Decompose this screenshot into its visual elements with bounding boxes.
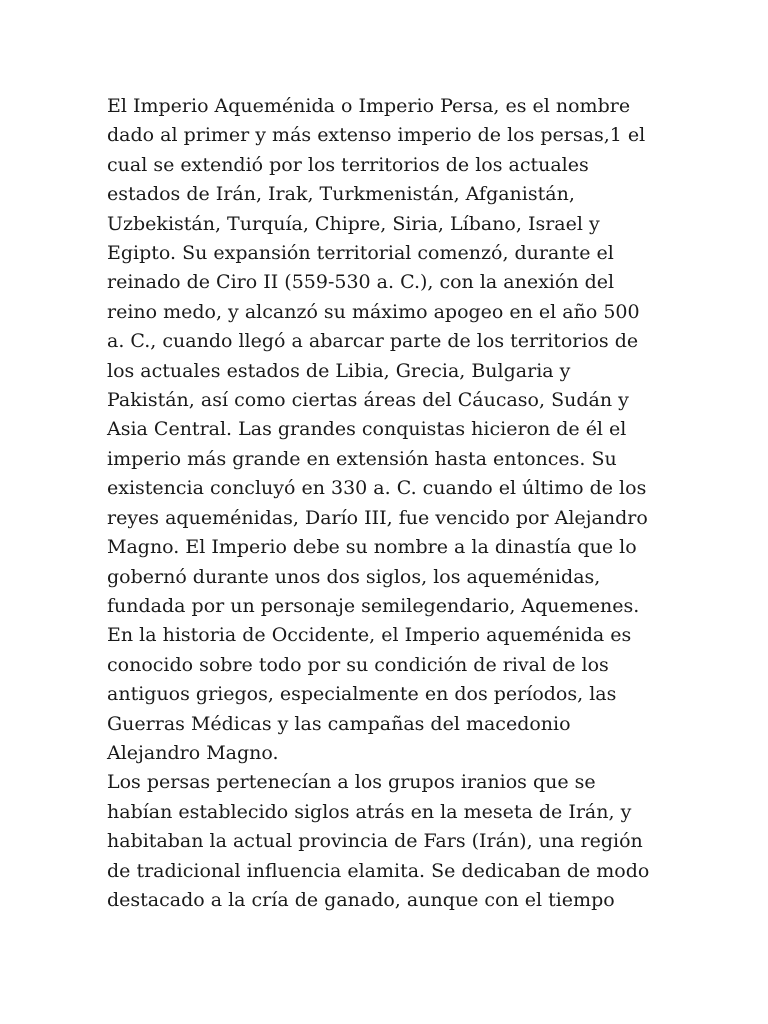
text-line: estados de Irán, Irak, Turkmenistán, Afganistán, — [107, 183, 575, 206]
text-line: cual se extendió por los territorios de los actuales — [107, 153, 589, 176]
text-line: Uzbekistán, Turquía, Chipre, Siria, Líbano, Israel y — [107, 212, 600, 235]
text-line: Alejandro Magno. — [107, 741, 279, 764]
text-line: conocido sobre todo por su condición de rival de los — [107, 653, 609, 676]
text-line: habitaban la actual provincia de Fars (Irán), una región — [107, 830, 643, 853]
text-line: Asia Central. Las grandes conquistas hicieron de él el — [107, 418, 627, 441]
text-line: reyes aqueménidas, Darío III, fue vencido por Alejandro — [107, 506, 648, 529]
text-line: fundada por un personaje semilegendario, Aquemenes. — [107, 594, 640, 617]
text-line: destacado a la cría de ganado, aunque con el tiempo — [107, 888, 615, 911]
text-line: antiguos griegos, especialmente en dos períodos, las — [107, 683, 617, 706]
text-line: Los persas pertenecían a los grupos iranios que se — [107, 771, 596, 794]
text-line: imperio más grande en extensión hasta entonces. Su — [107, 447, 617, 470]
text-line: a. C., cuando llegó a abarcar parte de los territorios de — [107, 330, 639, 353]
text-line: reino medo, y alcanzó su máximo apogeo en el año 500 — [107, 300, 640, 323]
document-body — [107, 92, 667, 915]
text-line: El Imperio Aqueménida o Imperio Persa, es el nombre — [107, 95, 631, 117]
text-line: reinado de Ciro II (559-530 a. C.), con la anexión del — [107, 271, 615, 294]
text-line: existencia concluyó en 330 a. C. cuando el último de los — [107, 477, 647, 500]
text-line: Egipto. Su expansión territorial comenzó, durante el — [107, 242, 614, 265]
text-line: habían establecido siglos atrás en la meseta de Irán, y — [107, 800, 632, 823]
text-line: los actuales estados de Libia, Grecia, Bulgaria y — [107, 359, 571, 382]
text-line: gobernó durante unos dos siglos, los aqueménidas, — [107, 565, 601, 588]
text-line: En la historia de Occidente, el Imperio aqueménida es — [107, 624, 632, 647]
text-line: Magno. El Imperio debe su nombre a la dinastía que lo — [107, 536, 637, 559]
text-line: Pakistán, así como ciertas áreas del Cáucaso, Sudán y — [107, 389, 629, 412]
text-line: de tradicional influencia elamita. Se dedicaban de modo — [107, 859, 650, 882]
text-line: dado al primer y más extenso imperio de los persas,1 el — [107, 124, 646, 147]
text-line: Guerras Médicas y las campañas del macedonio — [107, 712, 571, 735]
